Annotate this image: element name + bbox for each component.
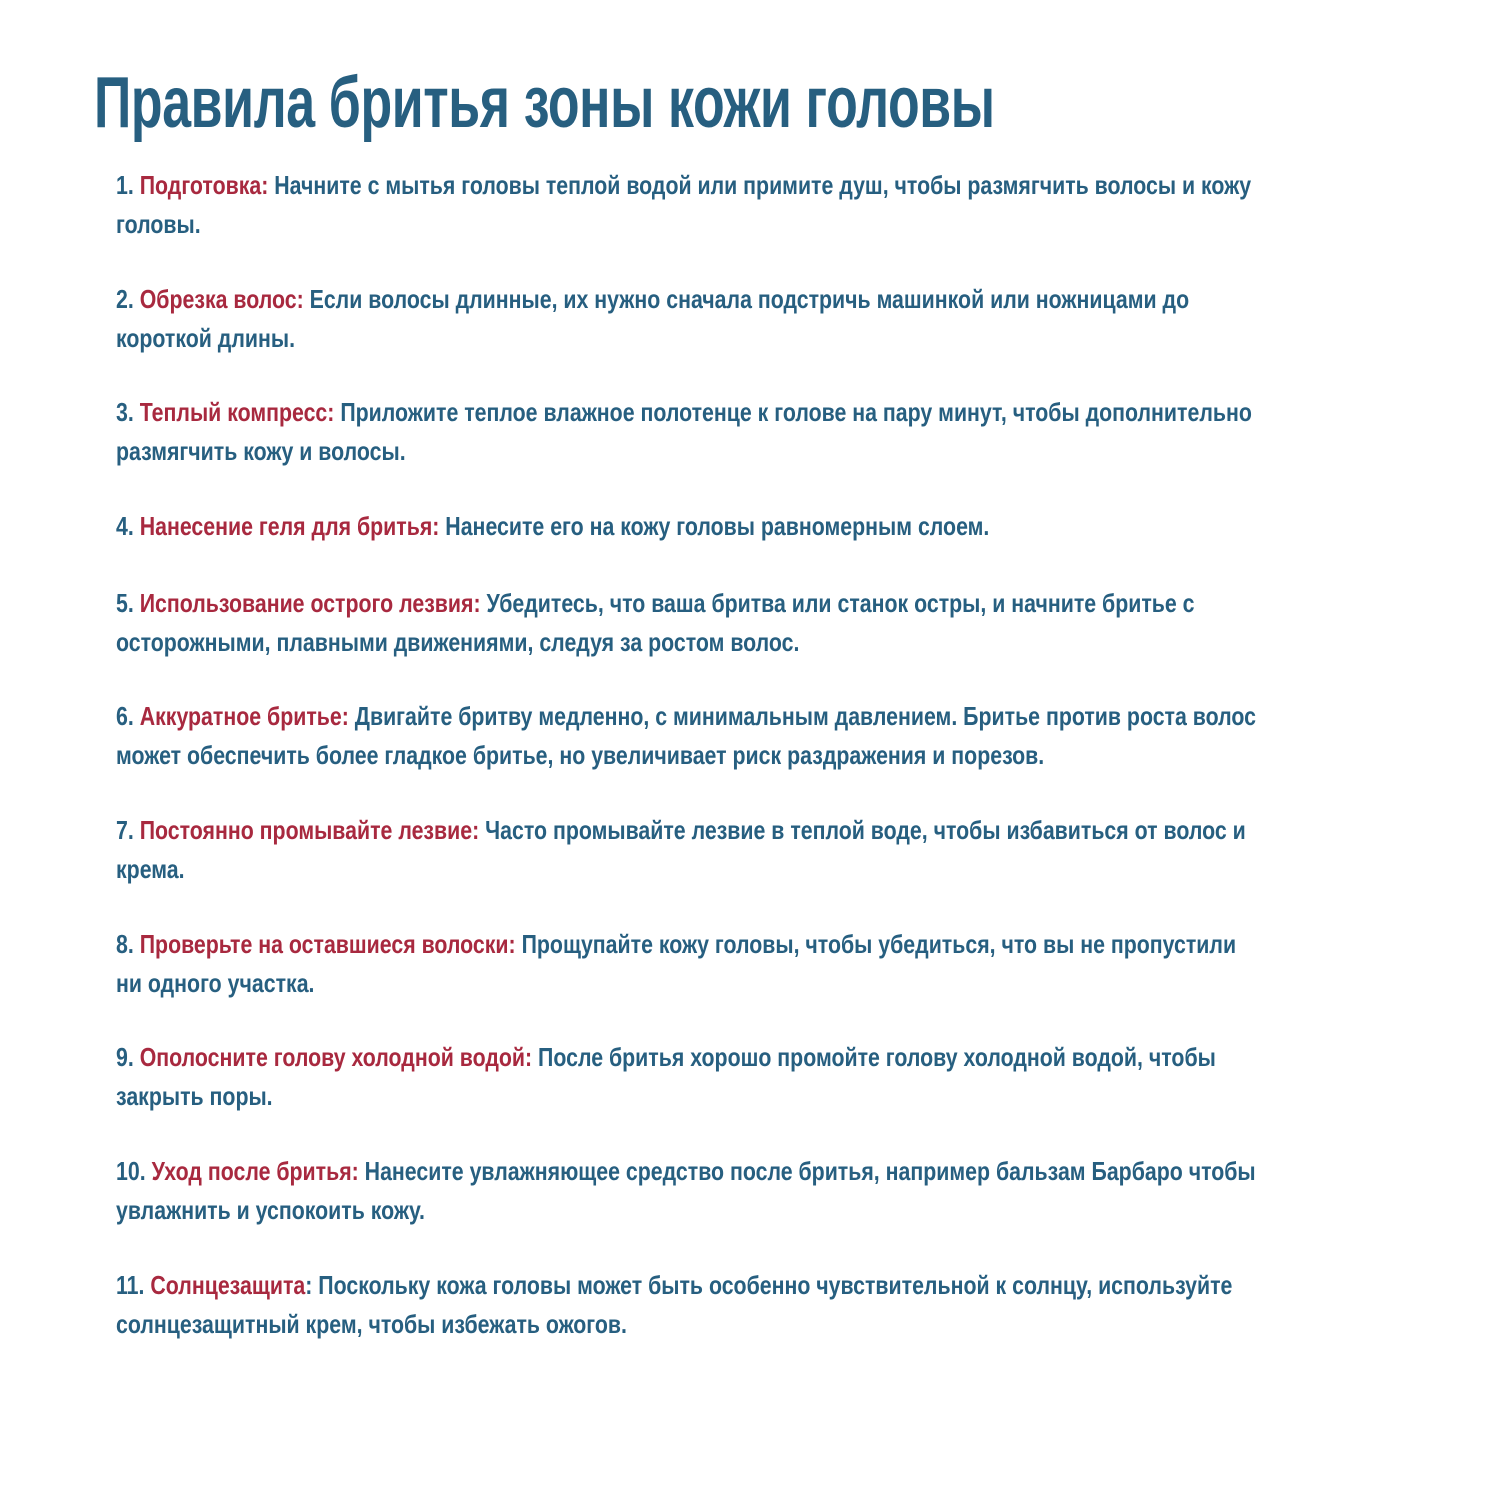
rule-item-5 [116, 584, 1264, 661]
rule-number: 8. [116, 929, 134, 959]
rule-heading: Аккуратное бритье: [139, 701, 349, 731]
rule-heading: Обрезка волос: [139, 284, 304, 314]
rule-text: Поскольку кожа головы может быть особенно чувствительной к солнцу, используйте солнцезащитный крем, чтобы избежать ожогов. [116, 1270, 1233, 1339]
rule-number: 1. [116, 170, 134, 200]
rule-item-1 [116, 166, 1264, 243]
rule-number: 3. [116, 397, 134, 427]
rule-text: Прощупайте кожу головы, чтобы убедиться, что вы не пропустили ни одного участка. [116, 929, 1237, 998]
rule-number: 7. [116, 815, 134, 845]
rule-colon: : [305, 1270, 313, 1300]
rule-text: После бритья хорошо промойте голову холодной водой, чтобы закрыть поры. [116, 1042, 1216, 1111]
rule-number: 5. [116, 588, 134, 618]
rule-number: 9. [116, 1042, 134, 1072]
rule-heading: Нанесение геля для бритья: [139, 511, 440, 541]
rule-item-9 [116, 1038, 1264, 1115]
rule-item-8 [116, 925, 1264, 1002]
rule-heading: Теплый компресс: [139, 397, 335, 427]
rule-text: Двигайте бритву медленно, с минимальным давлением. Бритье против роста волос может обеспечить более гладкое бритье, но увеличивает риск раздражения и порезов. [116, 701, 1256, 770]
rule-number: 4. [116, 511, 134, 541]
rule-item-4 [116, 507, 1264, 546]
rule-number: 11. [116, 1270, 145, 1300]
rule-text: Часто промывайте лезвие в теплой воде, чтобы избавиться от волос и крема. [116, 815, 1246, 884]
rule-heading: Солнцезащита [150, 1270, 306, 1300]
rule-text: Нанесите его на кожу головы равномерным слоем. [445, 511, 990, 541]
rule-number: 2. [116, 284, 134, 314]
rule-item-6 [116, 697, 1264, 774]
rule-heading: Постоянно промывайте лезвие: [139, 815, 480, 845]
rule-item-7 [116, 811, 1264, 888]
rule-text: Начните с мытья головы теплой водой или примите душ, чтобы размягчить волосы и кожу головы. [116, 170, 1252, 239]
rule-heading: Подготовка: [139, 170, 269, 200]
rule-item-2 [116, 280, 1264, 357]
rule-text: Убедитесь, что ваша бритва или станок остры, и начните бритье с осторожными, плавными движениями, следуя за ростом волос. [116, 588, 1195, 657]
rule-heading: Ополосните голову холодной водой: [139, 1042, 533, 1072]
page-title: Правила бритья зоны кожи головы [94, 63, 995, 143]
rule-heading: Проверьте на оставшиеся волоски: [139, 929, 516, 959]
rule-text: Приложите теплое влажное полотенце к голове на пару минут, чтобы дополнительно размягчить кожу и волосы. [116, 397, 1252, 466]
rule-text: Если волосы длинные, их нужно сначала подстричь машинкой или ножницами до короткой длины. [116, 284, 1190, 353]
rule-item-11 [116, 1266, 1264, 1343]
rule-item-10 [116, 1152, 1264, 1229]
rule-number: 10. [116, 1156, 146, 1186]
rule-item-3 [116, 393, 1264, 470]
rule-text: Нанесите увлажняющее средство после бритья, например бальзам Барбаро чтобы увлажнить и успокоить кожу. [116, 1156, 1256, 1225]
rule-heading: Уход после бритья: [151, 1156, 359, 1186]
rule-heading: Использование острого лезвия: [139, 588, 481, 618]
rule-number: 6. [116, 701, 134, 731]
